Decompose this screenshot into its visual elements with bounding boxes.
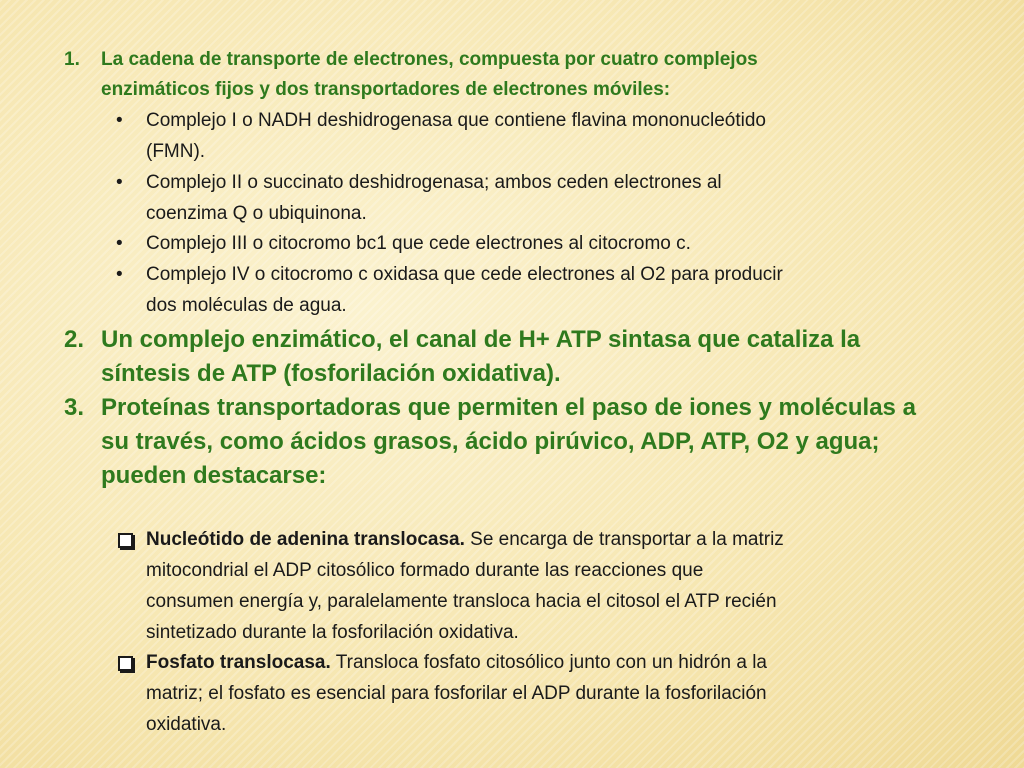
item-2-line-1: Un complejo enzimático, el canal de H+ ATP sintasa que cataliza la bbox=[101, 326, 861, 353]
checkbox-bullet-icon bbox=[118, 533, 133, 548]
subitem-1-first-rest: Se encarga de transportar a la matriz bbox=[464, 529, 784, 550]
subitem-2-line-3: oxidativa. bbox=[146, 714, 227, 735]
item-1-number: 1. bbox=[64, 49, 80, 70]
checkbox-bullet-icon bbox=[118, 656, 133, 671]
item-1-line-2: enzimáticos fijos y dos transportadores de electrones móviles: bbox=[101, 79, 671, 100]
bullet-1-line-1: Complejo I o NADH deshidrogenasa que contiene flavina mononucleótido bbox=[146, 110, 766, 131]
bullet-2-line-1: Complejo II o succinato deshidrogenasa; ambos ceden electrones al bbox=[146, 172, 722, 193]
subitem-2-first-rest: Transloca fosfato citosólico junto con un hidrón a la bbox=[330, 652, 767, 673]
subitem-1-line-4: sintetizado durante la fosforilación oxidativa. bbox=[146, 622, 519, 643]
bullet-4-line-2: dos moléculas de agua. bbox=[146, 295, 347, 316]
subitem-1-line-2: mitocondrial el ADP citosólico formado durante las reacciones que bbox=[146, 560, 704, 581]
bullet-3-line-1: Complejo III o citocromo bc1 que cede electrones al citocromo c. bbox=[146, 233, 691, 254]
item-1-line-1: La cadena de transporte de electrones, compuesta por cuatro complejos bbox=[101, 49, 758, 70]
bullet-1-line-2: (FMN). bbox=[146, 141, 206, 162]
item-3-line-3: pueden destacarse: bbox=[101, 462, 327, 489]
bullet-1-icon: • bbox=[116, 110, 123, 131]
item-3-line-1: Proteínas transportadoras que permiten el paso de iones y moléculas a bbox=[101, 394, 916, 421]
item-3-number: 3. bbox=[64, 394, 85, 421]
bullet-4-line-1: Complejo IV o citocromo c oxidasa que cede electrones al O2 para producir bbox=[146, 264, 783, 285]
subitem-1-line-1 bbox=[146, 529, 784, 551]
bullet-2-icon: • bbox=[116, 172, 123, 193]
subitem-2-line-2: matriz; el fosfato es esencial para fosforilar el ADP durante la fosforilación bbox=[146, 683, 767, 704]
subitem-2-title: Fosfato translocasa. bbox=[146, 652, 331, 673]
subitem-1-title: Nucleótido de adenina translocasa. bbox=[146, 529, 465, 550]
item-2-number: 2. bbox=[64, 326, 85, 353]
bullet-2-line-2: coenzima Q o ubiquinona. bbox=[146, 203, 367, 224]
bullet-4-icon: • bbox=[116, 264, 123, 285]
item-2-line-2: síntesis de ATP (fosforilación oxidativa). bbox=[101, 360, 561, 387]
item-3-line-2: su través, como ácidos grasos, ácido pirúvico, ADP, ATP, O2 y agua; bbox=[101, 428, 880, 455]
subitem-1-line-3: consumen energía y, paralelamente transloca hacia el citosol el ATP recién bbox=[146, 591, 777, 612]
subitem-2-line-1 bbox=[146, 652, 767, 674]
bullet-3-icon: • bbox=[116, 233, 123, 254]
